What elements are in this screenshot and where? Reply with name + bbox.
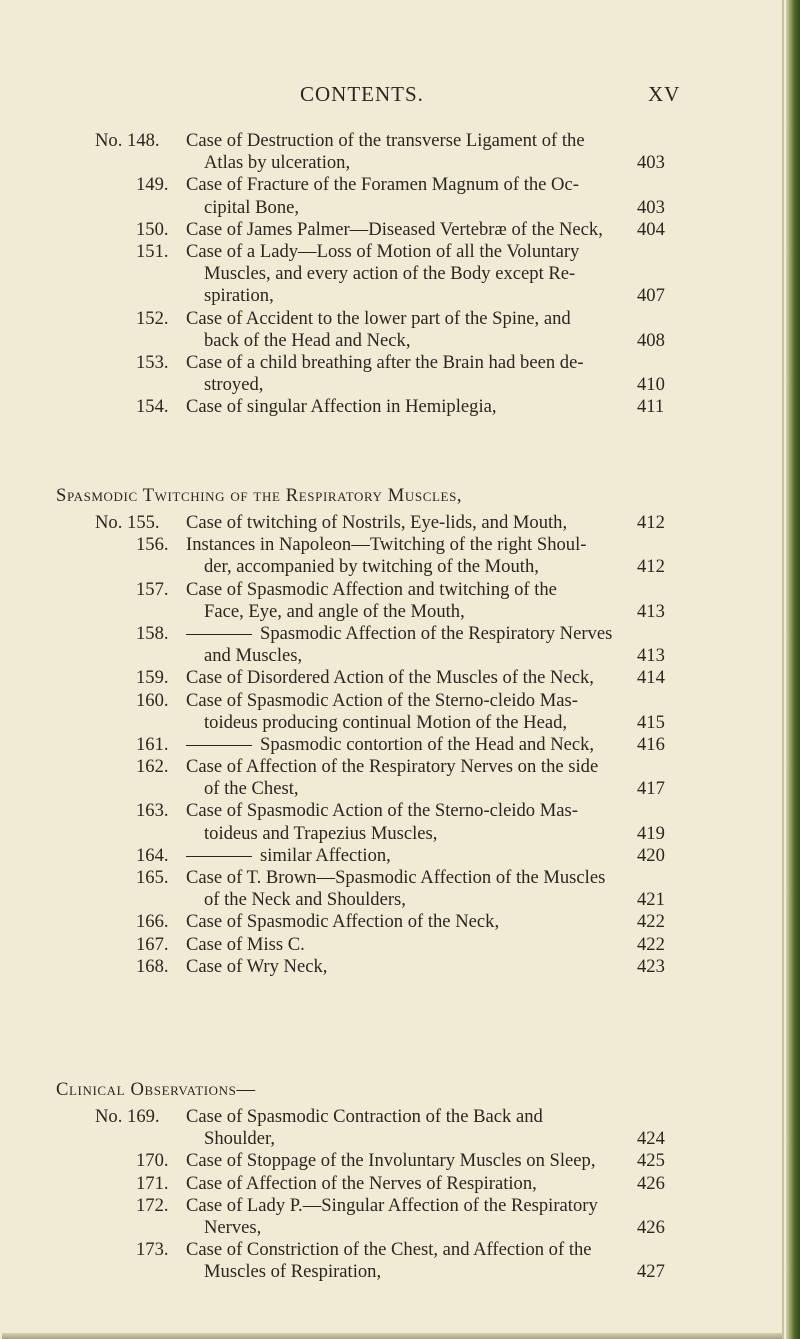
- entry-title: [186, 579, 616, 623]
- entry-title-line: [186, 219, 616, 241]
- entry-title-text: Case of Spasmodic Action of the Sterno-cleido Mas-: [186, 800, 578, 822]
- entry-page-number: 413: [637, 645, 665, 667]
- contents-entry: [0, 867, 780, 911]
- entry-page-number: 422: [637, 933, 665, 955]
- entry-title-text: spiration,: [204, 285, 274, 307]
- entry-page-number: 407: [637, 285, 665, 307]
- entry-number: No. 169.: [95, 1106, 160, 1127]
- entry-number: No. 155.: [95, 512, 160, 533]
- ditto-dash: [186, 745, 252, 746]
- entry-title-text: of the Chest,: [204, 778, 299, 800]
- entry-title-line: [186, 778, 616, 800]
- entry-page-number: 414: [637, 667, 665, 689]
- entry-title-line: [186, 667, 616, 689]
- ditto-dash: [186, 856, 252, 857]
- entry-title-line: [186, 845, 616, 867]
- entry-title-line: [186, 1195, 616, 1217]
- contents-entry: [0, 534, 780, 578]
- contents-entry: [0, 690, 780, 734]
- entry-title-text: Case of Miss C.: [186, 933, 305, 955]
- entry-title-text: Case of Accident to the lower part of the Spine, and: [186, 307, 571, 329]
- entry-title-text: Face, Eye, and angle of the Mouth,: [204, 600, 465, 622]
- entry-title-text: Case of Spasmodic Action of the Sterno-cleido Mas-: [186, 689, 578, 711]
- entry-title-text: Shoulder,: [204, 1128, 276, 1150]
- entry-title: [186, 911, 616, 933]
- contents-entry: [0, 579, 780, 623]
- contents-entry: [0, 623, 780, 667]
- entry-title-line: [186, 285, 616, 307]
- entry-title-line: [186, 512, 616, 534]
- entry-number: 167.: [136, 933, 169, 955]
- entry-title-line: [186, 601, 616, 623]
- entry-title-line: [186, 130, 616, 152]
- entry-page-number: 415: [637, 711, 665, 733]
- entry-page-number: 426: [637, 1216, 665, 1238]
- entry-title: [186, 800, 616, 844]
- entry-number: 156.: [136, 534, 169, 556]
- entry-title-text: Atlas by ulceration,: [204, 152, 351, 174]
- entry-title-line: [186, 956, 616, 978]
- entry-title-line: [186, 734, 616, 756]
- entry-title: [186, 1173, 616, 1195]
- contents-entry: [0, 352, 780, 396]
- entry-title-line: [186, 911, 616, 933]
- entry-title: [186, 845, 616, 867]
- entry-title: [186, 623, 616, 667]
- entry-number: No. 148.: [95, 130, 160, 151]
- entry-title: [186, 734, 616, 756]
- contents-group-3: [0, 1106, 780, 1284]
- entry-number: 160.: [136, 689, 169, 711]
- entry-number: 172.: [136, 1194, 169, 1216]
- entry-title: [186, 1195, 616, 1239]
- page-title: CONTENTS.: [300, 82, 424, 106]
- entry-title-text: Case of singular Affection in Hemiplegia,: [186, 396, 497, 418]
- contents-entry: [0, 1239, 780, 1283]
- entry-title-line: [186, 374, 616, 396]
- entry-title-line: [186, 1106, 616, 1128]
- entry-title-text: Case of a Lady—Loss of Motion of all the Voluntary: [186, 240, 580, 262]
- entry-title-text: Case of T. Brown—Spasmodic Affection of the Muscles: [186, 867, 606, 888]
- entry-number: 159.: [136, 667, 169, 689]
- entry-title: [186, 219, 616, 241]
- contents-entry: [0, 800, 780, 844]
- contents-entry: [0, 219, 780, 241]
- entry-number: 158.: [136, 622, 169, 644]
- contents-entry: [0, 174, 780, 218]
- entry-title-line: [186, 352, 616, 374]
- entry-number: 153.: [136, 351, 169, 373]
- entry-title-text: Case of Lady P.—Singular Affection of the Respiratory: [186, 1194, 598, 1216]
- entry-title: [186, 241, 616, 308]
- entry-title: [186, 534, 616, 578]
- entry-title-text: Spasmodic contortion of the Head and Neck,: [260, 733, 595, 755]
- entry-page-number: 422: [637, 911, 665, 933]
- entry-title-line: [186, 800, 616, 822]
- entry-page-number: 417: [637, 778, 665, 800]
- entry-title-text: Case of Spasmodic Affection of the Neck,: [186, 911, 500, 933]
- contents-entry: [0, 845, 780, 867]
- page-edge: [786, 0, 800, 1339]
- entry-title-line: [186, 1239, 616, 1261]
- entry-number: 149.: [136, 174, 169, 196]
- entry-title: [186, 690, 616, 734]
- entry-page-number: 403: [637, 152, 665, 174]
- entry-title-text: Case of Wry Neck,: [186, 955, 328, 977]
- entry-title-line: [186, 579, 616, 601]
- entry-title-line: [186, 1128, 616, 1150]
- contents-entry: [0, 734, 780, 756]
- entry-title-line: [186, 152, 616, 174]
- entry-title-line: [186, 330, 616, 352]
- entry-title-line: [186, 1261, 616, 1283]
- entry-title: [186, 1106, 616, 1150]
- page-edge-line: [782, 0, 784, 1339]
- entry-title-line: [186, 308, 616, 330]
- entry-number: 165.: [136, 867, 169, 888]
- entry-title-line: [186, 263, 616, 285]
- page-number: XV: [648, 82, 681, 106]
- entry-page-number: 419: [637, 822, 665, 844]
- entry-page-number: 404: [637, 218, 665, 240]
- ditto-dash: [186, 634, 252, 635]
- section-heading-spasmodic: Spasmodic Twitching of the Respiratory Muscles,: [56, 485, 463, 506]
- entry-number: 173.: [136, 1239, 169, 1261]
- entry-page-number: 411: [637, 396, 665, 418]
- entry-title-text: Case of Affection of the Respiratory Nerves on the side: [186, 756, 599, 778]
- entry-title-line: [186, 889, 616, 911]
- entry-title-text: Case of Spasmodic Contraction of the Back and: [186, 1106, 543, 1127]
- contents-group-2: [0, 512, 780, 978]
- entry-title-text: similar Affection,: [260, 844, 391, 866]
- entry-title: [186, 308, 616, 352]
- entry-page-number: 412: [637, 512, 665, 533]
- contents-entry: [0, 956, 780, 978]
- entry-page-number: 408: [637, 329, 665, 351]
- entry-title-text: toideus producing continual Motion of the Head,: [204, 711, 568, 733]
- entry-title: [186, 956, 616, 978]
- entry-title-text: Case of Constriction of the Chest, and Affection of the: [186, 1239, 592, 1261]
- entry-page-number: 420: [637, 844, 665, 866]
- entry-title-text: Case of Stoppage of the Involuntary Muscles on Sleep,: [186, 1150, 596, 1172]
- entry-number: 157.: [136, 578, 169, 600]
- entry-title-text: Case of twitching of Nostrils, Eye-lids, and Mouth,: [186, 512, 568, 533]
- entry-number: 152.: [136, 307, 169, 329]
- entry-title: [186, 1239, 616, 1283]
- entry-number: 171.: [136, 1172, 169, 1194]
- entry-title-line: [186, 1150, 616, 1172]
- entry-page-number: 403: [637, 196, 665, 218]
- entry-title-line: [186, 823, 616, 845]
- entry-title: [186, 867, 616, 911]
- running-header: [0, 82, 780, 112]
- section-heading-clinical: Clinical Observations—: [56, 1079, 256, 1100]
- entry-number: 168.: [136, 955, 169, 977]
- contents-entry: [0, 1106, 780, 1150]
- entry-title: [186, 352, 616, 396]
- contents-entry: [0, 934, 780, 956]
- entry-page-number: 424: [637, 1128, 665, 1150]
- entry-title-line: [186, 1217, 616, 1239]
- entry-title-text: Spasmodic Affection of the Respiratory Nerves: [260, 622, 613, 644]
- contents-entry: [0, 1173, 780, 1195]
- contents-group-1: [0, 130, 780, 418]
- entry-title-line: [186, 197, 616, 219]
- entry-title-text: Instances in Napoleon—Twitching of the right Shoul-: [186, 534, 587, 556]
- entry-title: [186, 1150, 616, 1172]
- entry-title-text: stroyed,: [204, 374, 264, 396]
- entry-title-line: [186, 645, 616, 667]
- entry-page-number: 416: [637, 733, 665, 755]
- entry-number: 154.: [136, 396, 169, 418]
- entry-number: 151.: [136, 240, 169, 262]
- entry-title-line: [186, 1173, 616, 1195]
- entry-page-number: 426: [637, 1172, 665, 1194]
- entry-number: 166.: [136, 911, 169, 933]
- entry-title-text: Case of James Palmer—Diseased Vertebræ of the Neck,: [186, 218, 603, 240]
- entry-title-line: [186, 396, 616, 418]
- entry-title-text: Case of Affection of the Nerves of Respiration,: [186, 1172, 537, 1194]
- contents-entry: [0, 1195, 780, 1239]
- entry-title: [186, 512, 616, 534]
- entry-title-line: [186, 690, 616, 712]
- entry-title: [186, 174, 616, 218]
- entry-title: [186, 667, 616, 689]
- entry-title: [186, 396, 616, 418]
- entry-title-text: Muscles, and every action of the Body except Re-: [204, 263, 576, 285]
- entry-title-text: back of the Head and Neck,: [204, 329, 411, 351]
- entry-title-text: der, accompanied by twitching of the Mouth,: [204, 556, 539, 578]
- entry-title-text: Case of a child breathing after the Brain had been de-: [186, 351, 584, 373]
- entry-number: 170.: [136, 1150, 169, 1172]
- entry-title-text: toideus and Trapezius Muscles,: [204, 822, 438, 844]
- contents-entry: [0, 512, 780, 534]
- entry-title-line: [186, 623, 616, 645]
- entry-page-number: 425: [637, 1150, 665, 1172]
- entry-number: 163.: [136, 800, 169, 822]
- entry-title-line: [186, 534, 616, 556]
- entry-title-text: Case of Disordered Action of the Muscles of the Neck,: [186, 667, 594, 689]
- entry-title-line: [186, 867, 616, 889]
- entry-title-line: [186, 241, 616, 263]
- contents-entry: [0, 308, 780, 352]
- contents-entry: [0, 130, 780, 174]
- entry-title: [186, 756, 616, 800]
- entry-title-line: [186, 934, 616, 956]
- entry-title-line: [186, 712, 616, 734]
- entry-title-text: and Muscles,: [204, 645, 303, 667]
- entry-page-number: 413: [637, 600, 665, 622]
- entry-title-line: [186, 756, 616, 778]
- entry-number: 162.: [136, 756, 169, 778]
- entry-title-text: Case of Fracture of the Foramen Magnum of the Oc-: [186, 174, 579, 196]
- entry-title-text: Case of Spasmodic Affection and twitching of the: [186, 578, 557, 600]
- entry-title-text: Case of Destruction of the transverse Ligament of the: [186, 130, 585, 151]
- entry-title-text: Muscles of Respiration,: [204, 1261, 382, 1283]
- entry-title-line: [186, 556, 616, 578]
- entry-title-text: cipital Bone,: [204, 196, 300, 218]
- entry-title-text: Nerves,: [204, 1216, 262, 1238]
- entry-page-number: 410: [637, 374, 665, 396]
- contents-entry: [0, 911, 780, 933]
- entry-title: [186, 130, 616, 174]
- contents-entry: [0, 241, 780, 308]
- entry-number: 150.: [136, 218, 169, 240]
- entry-page-number: 421: [637, 889, 665, 911]
- entry-page-number: 427: [637, 1261, 665, 1283]
- contents-entry: [0, 756, 780, 800]
- entry-title-text: of the Neck and Shoulders,: [204, 889, 406, 911]
- entry-title: [186, 934, 616, 956]
- entry-page-number: 412: [637, 556, 665, 578]
- entry-number: 161.: [136, 733, 169, 755]
- page-bottom-edge: [2, 1333, 782, 1339]
- entry-number: 164.: [136, 844, 169, 866]
- entry-title-line: [186, 174, 616, 196]
- contents-entry: [0, 396, 780, 418]
- contents-entry: [0, 667, 780, 689]
- contents-entry: [0, 1150, 780, 1172]
- entry-page-number: 423: [637, 955, 665, 977]
